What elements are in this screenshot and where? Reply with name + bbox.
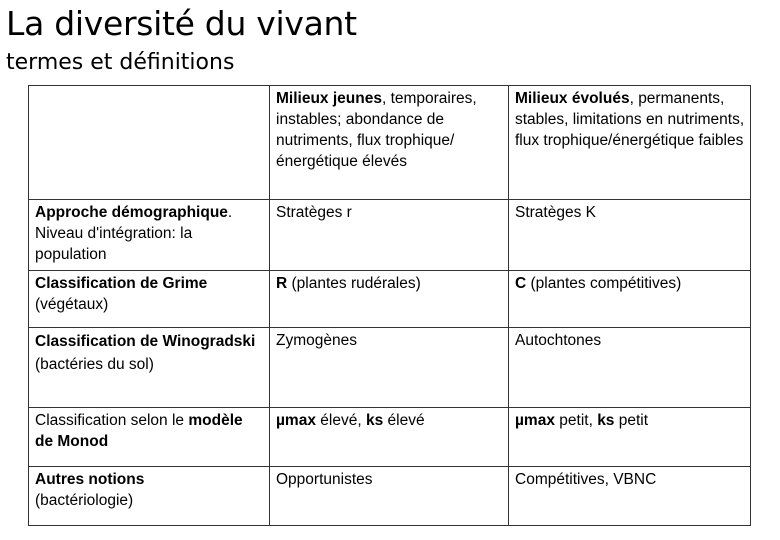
cell-young: µmax élevé, ks élevé [270, 408, 509, 467]
row-label: Approche démographique. Niveau d'intégration: la population [29, 200, 270, 271]
cell-young: R (plantes rudérales) [270, 271, 509, 328]
table-row [29, 200, 751, 271]
cell-evolved: Compétitives, VBNC [509, 467, 751, 526]
cell-young: Opportunistes [270, 467, 509, 526]
table-row [29, 467, 751, 526]
cell-young: Stratèges r [270, 200, 509, 271]
header-young-environments: Milieux jeunes, temporaires, instables; abondance de nutriments, flux trophique/énergétique élevés [270, 86, 509, 200]
cell-evolved: µmax petit, ks petit [509, 408, 751, 467]
page-title: La diversité du vivant [6, 4, 357, 43]
row-label: Classification de Winogradski (bactéries du sol) [29, 328, 270, 408]
page-subtitle: termes et définitions [6, 50, 235, 75]
definitions-table [28, 85, 751, 526]
cell-evolved: C (plantes compétitives) [509, 271, 751, 328]
table-row [29, 408, 751, 467]
table-row [29, 328, 751, 408]
table-row [29, 271, 751, 328]
row-label: Autres notions (bactériologie) [29, 467, 270, 526]
row-label: Classification selon le modèle de Monod [29, 408, 270, 467]
cell-evolved: Stratèges K [509, 200, 751, 271]
cell-young: Zymogènes [270, 328, 509, 408]
cell-evolved: Autochtones [509, 328, 751, 408]
header-evolved-environments: Milieux évolués, permanents, stables, limitations en nutriments, flux trophique/énergétique faibles [509, 86, 751, 200]
table-corner-cell [29, 86, 270, 200]
table-header-row [29, 86, 751, 200]
row-label: Classification de Grime (végétaux) [29, 271, 270, 328]
